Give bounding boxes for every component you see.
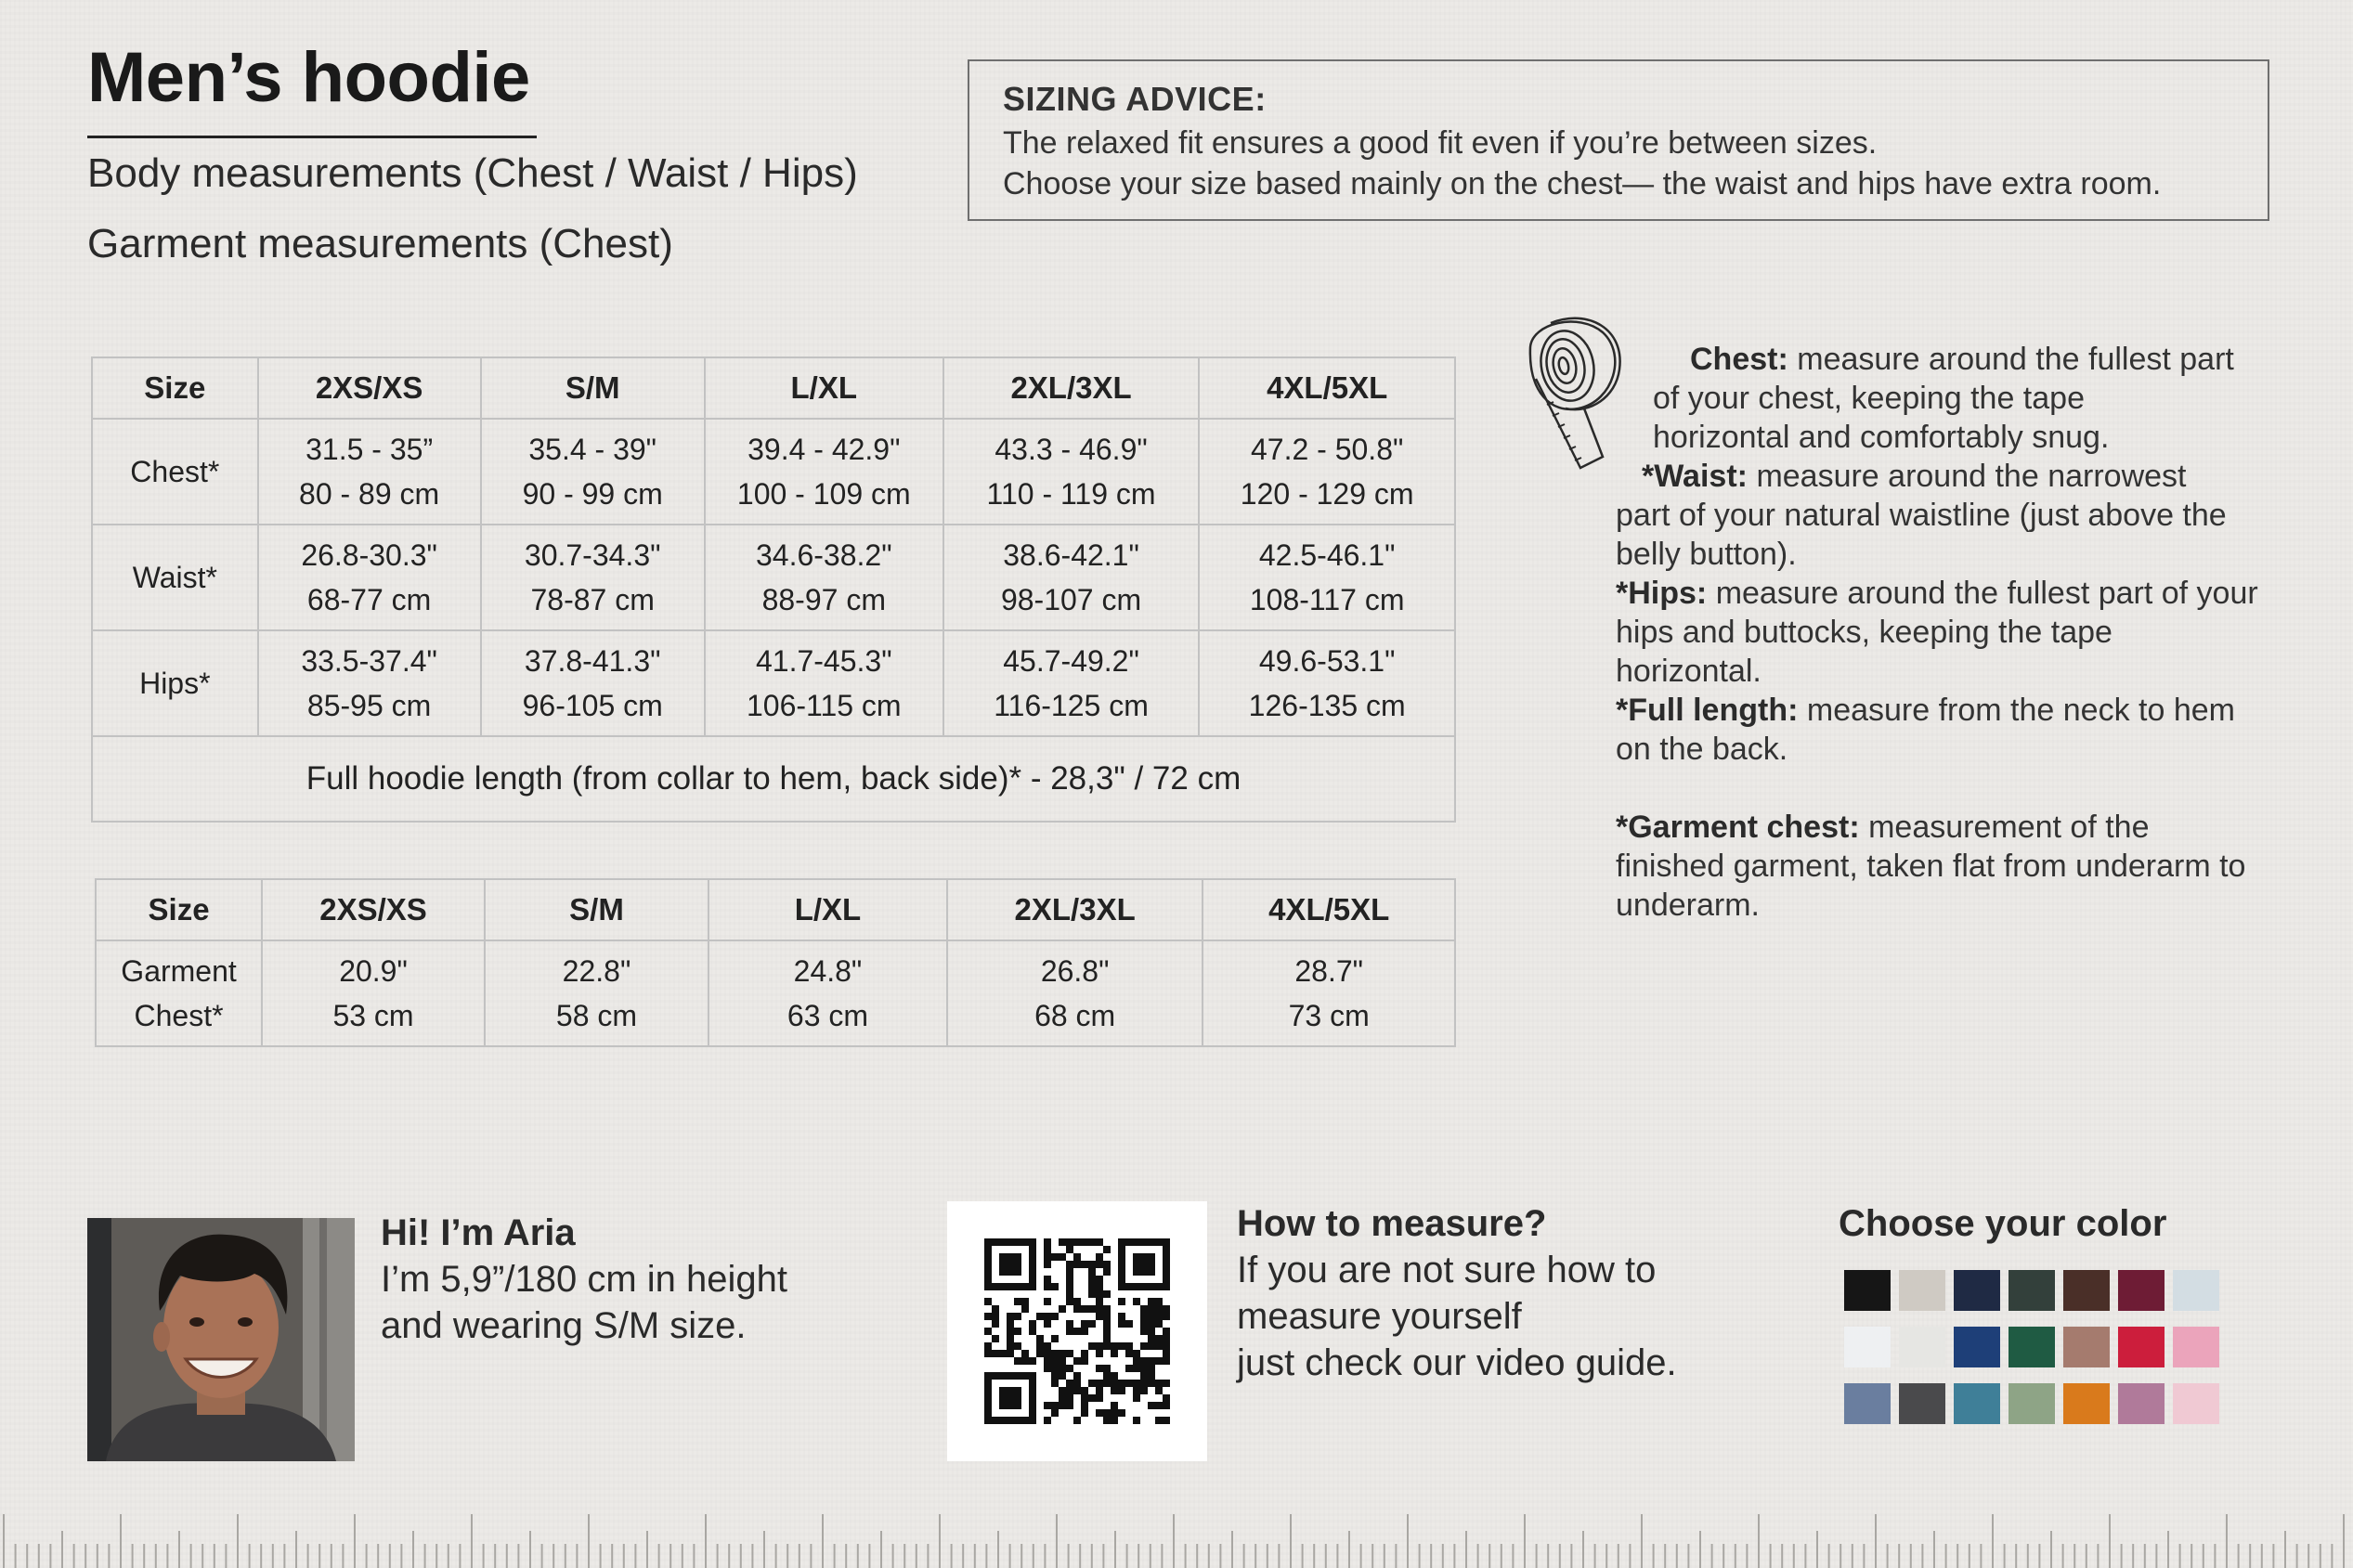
table-cell: 20.9" 53 cm <box>262 940 485 1046</box>
row-label: Hips* <box>92 630 258 736</box>
how-to-measure-text: measure yourself <box>1237 1296 1522 1337</box>
sizing-advice-box <box>968 59 2269 221</box>
garment-definition-line: *Garment chest: measurement of the <box>1616 810 2150 845</box>
ruler-decoration <box>0 1498 2353 1568</box>
full-length-row <box>92 736 1455 822</box>
row-label: Garment Chest* <box>96 940 262 1046</box>
hips-definition-line: horizontal. <box>1616 654 1762 689</box>
table-cell: 22.8" 58 cm <box>485 940 708 1046</box>
table-cell: 35.4 - 39" 90 - 99 cm <box>481 419 705 525</box>
table-cell: 26.8" 68 cm <box>947 940 1203 1046</box>
size-header: Size <box>96 879 262 940</box>
waist-definition-line: belly button). <box>1616 537 1797 572</box>
row-label: Chest* <box>92 419 258 525</box>
sizing-advice-line: The relaxed fit ensures a good fit even if you’re between sizes. <box>1003 125 1878 161</box>
size-column-header: L/XL <box>708 879 947 940</box>
waist-definition-line: part of your natural waistline (just above the <box>1616 498 2227 533</box>
hips-definition-line: hips and buttocks, keeping the tape <box>1616 615 2112 650</box>
size-column-header: L/XL <box>705 357 943 419</box>
row-label: Waist* <box>92 525 258 630</box>
table-cell: 26.8-30.3" 68-77 cm <box>258 525 481 630</box>
sizing-advice-line: Choose your size based mainly on the chest— the waist and hips have extra room. <box>1003 166 2162 201</box>
size-column-header: 2XL/3XL <box>943 357 1200 419</box>
color-swatch[interactable] <box>2118 1383 2164 1424</box>
chest-definition-line: Chest: measure around the fullest part <box>1690 342 2234 377</box>
waist-row <box>92 525 1455 630</box>
sizing-advice-heading: SIZING ADVICE: <box>1003 80 1267 118</box>
model-size: and wearing S/M size. <box>381 1305 747 1346</box>
full-length-note: Full hoodie length (from collar to hem, back side)* - 28,3" / 72 cm <box>92 736 1455 822</box>
color-swatch[interactable] <box>1954 1270 2000 1311</box>
size-column-header: 4XL/5XL <box>1202 879 1455 940</box>
how-to-measure-text: just check our video guide. <box>1237 1342 1677 1383</box>
color-swatch-grid <box>1844 1270 2230 1430</box>
color-swatch[interactable] <box>2063 1327 2110 1367</box>
how-to-measure-heading: How to measure? <box>1237 1203 1547 1244</box>
size-column-header: 2XL/3XL <box>947 879 1203 940</box>
table-cell: 24.8" 63 cm <box>708 940 947 1046</box>
table-cell: 38.6-42.1" 98-107 cm <box>943 525 1200 630</box>
size-column-header: 2XS/XS <box>262 879 485 940</box>
hips-row <box>92 630 1455 736</box>
size-column-header: S/M <box>481 357 705 419</box>
garment-chest-row <box>96 940 1455 1046</box>
color-swatch[interactable] <box>1844 1270 1891 1311</box>
table-cell: 30.7-34.3" 78-87 cm <box>481 525 705 630</box>
color-swatch[interactable] <box>2118 1327 2164 1367</box>
table-cell: 34.6-38.2" 88-97 cm <box>705 525 943 630</box>
choose-color-heading: Choose your color <box>1839 1203 2167 1244</box>
chest-row <box>92 419 1455 525</box>
color-swatch[interactable] <box>1844 1383 1891 1424</box>
color-swatch[interactable] <box>2063 1383 2110 1424</box>
table-cell: 42.5-46.1" 108-117 cm <box>1199 525 1455 630</box>
length-definition-line: *Full length: measure from the neck to hem <box>1616 693 2235 728</box>
body-measurements-subtitle: Body measurements (Chest / Waist / Hips) <box>87 150 858 196</box>
color-swatch[interactable] <box>1899 1383 1945 1424</box>
qr-code-icon <box>947 1201 1207 1461</box>
model-photo <box>87 1218 355 1461</box>
garment-definition-line: underarm. <box>1616 888 1760 923</box>
hips-definition-line: *Hips: measure around the fullest part of your <box>1616 576 2258 611</box>
color-swatch[interactable] <box>1954 1383 2000 1424</box>
page-title: Men’s hoodie <box>87 38 530 117</box>
color-swatch[interactable] <box>2008 1270 2055 1311</box>
size-column-header: 2XS/XS <box>258 357 481 419</box>
table-cell: 28.7" 73 cm <box>1202 940 1455 1046</box>
color-swatch[interactable] <box>1844 1327 1891 1367</box>
garment-measurements-subtitle: Garment measurements (Chest) <box>87 221 673 266</box>
color-swatch[interactable] <box>2008 1327 2055 1367</box>
garment-definition-line: finished garment, taken flat from underarm to <box>1616 849 2246 884</box>
measurement-definitions <box>1616 340 2312 925</box>
color-swatch[interactable] <box>2008 1383 2055 1424</box>
size-header: Size <box>92 357 258 419</box>
size-column-header: 4XL/5XL <box>1199 357 1455 419</box>
garment-measurements-table <box>95 878 1456 1047</box>
body-measurements-table <box>91 356 1456 823</box>
chest-definition-line: of your chest, keeping the tape <box>1653 381 2085 416</box>
color-swatch[interactable] <box>2063 1270 2110 1311</box>
chest-definition-line: horizontal and comfortably snug. <box>1653 420 2110 455</box>
color-swatch[interactable] <box>2118 1270 2164 1311</box>
table-cell: 47.2 - 50.8" 120 - 129 cm <box>1199 419 1455 525</box>
qr-code[interactable] <box>947 1201 1207 1461</box>
color-swatch[interactable] <box>1899 1327 1945 1367</box>
color-swatch[interactable] <box>2173 1383 2219 1424</box>
table-cell: 49.6-53.1" 126-135 cm <box>1199 630 1455 736</box>
table-cell: 31.5 - 35” 80 - 89 cm <box>258 419 481 525</box>
table-cell: 37.8-41.3" 96-105 cm <box>481 630 705 736</box>
color-swatch[interactable] <box>1899 1270 1945 1311</box>
color-swatch[interactable] <box>2173 1327 2219 1367</box>
table-cell: 43.3 - 46.9" 110 - 119 cm <box>943 419 1200 525</box>
model-name: Hi! I’m Aria <box>381 1212 576 1253</box>
title-underline <box>87 136 537 138</box>
color-swatch[interactable] <box>2173 1270 2219 1311</box>
table-header-row <box>92 357 1455 419</box>
waist-definition-line: *Waist: measure around the narrowest <box>1642 459 2187 494</box>
length-definition-line: on the back. <box>1616 732 1788 767</box>
how-to-measure-text: If you are not sure how to <box>1237 1250 1657 1290</box>
color-swatch[interactable] <box>1954 1327 2000 1367</box>
size-column-header: S/M <box>485 879 708 940</box>
table-cell: 45.7-49.2" 116-125 cm <box>943 630 1200 736</box>
model-height: I’m 5,9”/180 cm in height <box>381 1259 787 1300</box>
table-cell: 39.4 - 42.9" 100 - 109 cm <box>705 419 943 525</box>
table-cell: 41.7-45.3" 106-115 cm <box>705 630 943 736</box>
table-header-row <box>96 879 1455 940</box>
table-cell: 33.5-37.4" 85-95 cm <box>258 630 481 736</box>
